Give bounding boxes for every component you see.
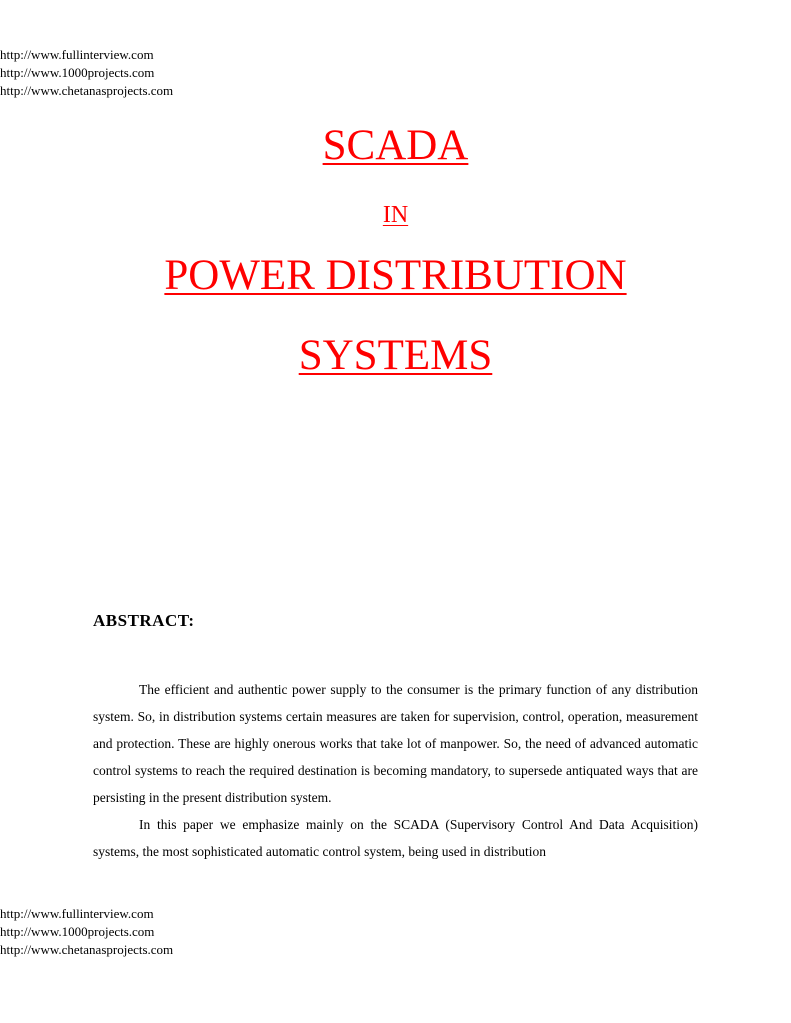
abstract-paragraph-1: The efficient and authentic power supply to the consumer is the primary function of any distribution system. So, in distribution systems certain measures are taken for supervision, control, operation, measurement and protection. These are highly onerous works that take lot of manpower. So, the need of advanced automatic control systems to reach the required destination is becoming mandatory, to supersede antiquated ways that are persisting in the present distribution system. [93, 682, 698, 805]
header-link-chetanasprojects[interactable]: http://www.chetanasprojects.com [0, 83, 174, 98]
footer-link-fullinterview[interactable]: http://www.fullinterview.com [0, 906, 154, 921]
header-link-1000projects[interactable]: http://www.1000projects.com [0, 65, 155, 80]
title-power-distribution: POWER DISTRIBUTION [164, 252, 627, 299]
header-link-fullinterview[interactable]: http://www.fullinterview.com [0, 47, 154, 62]
title-in: IN [382, 202, 409, 228]
title-scada: SCADA [322, 122, 469, 169]
abstract-body [93, 676, 698, 865]
abstract-paragraph-2: In this paper we emphasize mainly on the SCADA (Supervisory Control And Data Acquisition) systems, the most sophisticated automatic control system, being used in distribution [93, 817, 698, 859]
footer-links [0, 905, 173, 959]
footer-link-1000projects[interactable]: http://www.1000projects.com [0, 924, 155, 939]
header-links [0, 46, 173, 100]
abstract-heading: ABSTRACT: [93, 611, 195, 630]
title-systems: SYSTEMS [298, 332, 493, 379]
footer-link-chetanasprojects[interactable]: http://www.chetanasprojects.com [0, 942, 174, 957]
